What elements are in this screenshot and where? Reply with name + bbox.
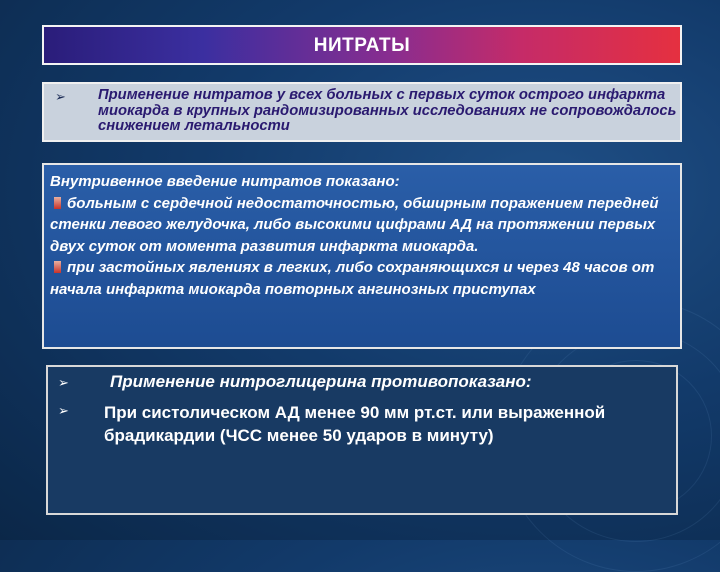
indications-content: [50, 171, 670, 301]
title-bar: [42, 25, 682, 65]
arrowhead-bullet-icon: ➢: [58, 403, 69, 418]
arrowhead-bullet-icon: ➢: [58, 375, 69, 390]
indications-box: [42, 163, 682, 349]
indications-heading: Внутривенное введение нитратов показано:: [50, 173, 400, 190]
square-bullet-icon: [54, 261, 61, 273]
slide-title: НИТРАТЫ: [313, 35, 411, 56]
statement-box: [42, 82, 682, 142]
contraindications-box: [46, 365, 678, 515]
contraindication-heading: Применение нитроглицерина противопоказано:: [110, 372, 532, 391]
statement-text: Применение нитратов у всех больных с первых суток острого инфаркта миокарда в крупных рандомизированных исследованиях не сопровождалось снижением летальности: [98, 87, 677, 134]
arrowhead-bullet-icon: ➢: [55, 89, 66, 104]
contraindication-text: При систолическом АД менее 90 мм рт.ст. или выраженной брадикардии (ЧСС менее 50 ударов в минуту): [104, 403, 606, 445]
indication-item-1: больным с сердечной недостаточностью, обширным поражением передней стенки левого желудочка, либо высокими цифрами АД на протяжении первых двух суток от момента развития инфаркта миокарда.: [50, 194, 659, 255]
indication-item-2: при застойных явлениях в легких, либо сохраняющихся и через 48 часов от начала инфаркта миокарда повторных ангинозных приступах: [50, 259, 655, 298]
square-bullet-icon: [54, 197, 61, 209]
